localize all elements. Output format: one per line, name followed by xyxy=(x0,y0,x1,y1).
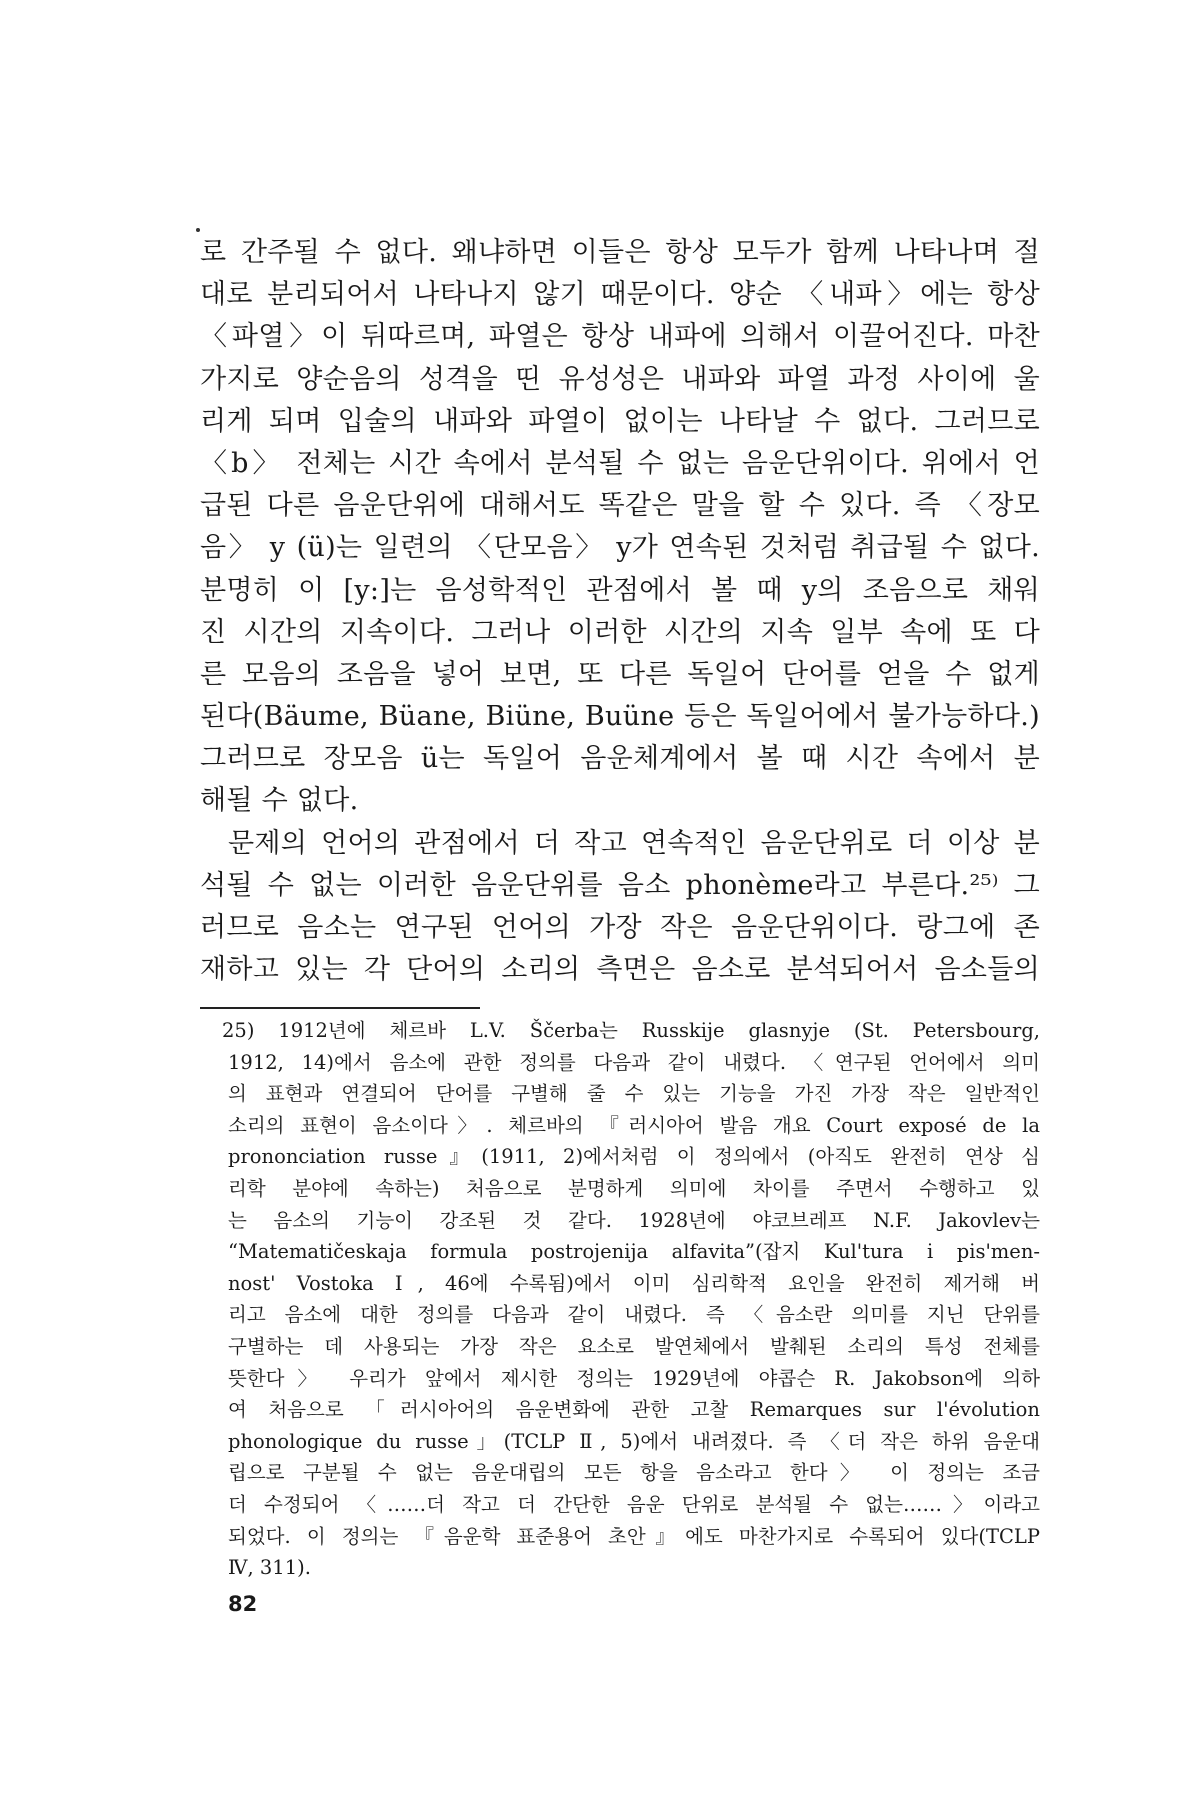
page-number: 82 xyxy=(228,1592,258,1616)
body-line: 진 시간의 지속이다. 그러나 이러한 시간의 지속 일부 속에 또 다 xyxy=(200,616,1040,648)
footnote-line: nost' Vostoka Ⅰ, 46에 수록됨)에서 이미 심리학적 요인을 완전히 제거해 버 xyxy=(228,1271,1040,1295)
footnote-line: phonologique du russe」(TCLP Ⅱ, 5)에서 내려졌다. 즉 〈더 작은 하위 음운대 xyxy=(228,1429,1040,1453)
footnote-line: 의 표현과 연결되어 단어를 구별해 줄 수 있는 기능을 가진 가장 작은 일반적인 xyxy=(228,1082,1040,1106)
body-line: 러므로 음소는 연구된 언어의 가장 작은 음운단위이다. 랑그에 존 xyxy=(200,912,1040,943)
footnote-line: 1912, 14)에서 음소에 관한 정의를 다음과 같이 내렸다. 〈연구된 언어에서 의미 xyxy=(228,1050,1040,1074)
footnote-line: Ⅳ, 311). xyxy=(228,1556,311,1580)
footnote-line: 25) 1912년에 체르바 L.V. Ščerba는 Russkije glasnyje (St. Petersbourg, xyxy=(222,1019,1040,1042)
footnote-line: 리고 음소에 대한 정의를 다음과 같이 내렸다. 즉 〈음소란 의미를 지닌 단위를 xyxy=(228,1303,1040,1327)
body-line: 가지로 양순음의 성격을 띤 유성성은 내파와 파열 과정 사이에 울 xyxy=(200,363,1040,395)
body-line: 대로 분리되어서 나타나지 않기 때문이다. 양순 〈내파〉에는 항상 xyxy=(200,279,1040,311)
body-line: 된다(Bäume, Büane, Biüne, Buüne 등은 독일어에서 불가능하다.) xyxy=(200,701,1040,733)
footnote-line: 여 처음으로 「러시아어의 음운변화에 관한 고찰 Remarques sur l'évolution xyxy=(228,1398,1040,1422)
body-line: 해될 수 없다. xyxy=(200,785,359,817)
footnote-line: prononciation russe』(1911, 2)에서처럼 이 정의에서 (아직도 완전히 연상 심 xyxy=(228,1145,1040,1169)
body-line: 리게 되며 입술의 내파와 파열이 없이는 나타날 수 없다. 그러므로 xyxy=(200,405,1040,437)
body-text xyxy=(200,232,1040,991)
body-line: 급된 다른 음운단위에 대해서도 똑같은 말을 할 수 있다. 즉 〈장모 xyxy=(200,490,1040,522)
body-line-paragraph-start: 문제의 언어의 관점에서 더 작고 연속적인 음운단위로 더 이상 분 xyxy=(228,827,1040,859)
body-line: 〈파열〉이 뒤따르며, 파열은 항상 내파에 의해서 이끌어진다. 마찬 xyxy=(200,321,1040,353)
footnote-line: 리학 분야에 속하는) 처음으로 분명하게 의미에 차이를 주면서 수행하고 있 xyxy=(228,1176,1040,1200)
body-line: 른 모음의 조음을 넣어 보면, 또 다른 독일어 단어를 얻을 수 없게 xyxy=(200,658,1040,690)
footnote-line: 는 음소의 기능이 강조된 것 같다. 1928년에 야코브레프 N.F. Jakovlev는 xyxy=(228,1208,1040,1232)
footnote-divider xyxy=(200,1007,480,1009)
body-line: 로 간주될 수 없다. 왜냐하면 이들은 항상 모두가 함께 나타나며 절 xyxy=(200,237,1040,268)
footnote-line: 구별하는 데 사용되는 가장 작은 요소로 발연체에서 발췌된 소리의 특성 전체를 xyxy=(228,1334,1040,1358)
body-line: 〈b〉 전체는 시간 속에서 분석될 수 없는 음운단위이다. 위에서 언 xyxy=(200,447,1040,479)
body-line: 음〉 y (ü)는 일련의 〈단모음〉 y가 연속된 것처럼 취급될 수 없다. xyxy=(200,532,1040,564)
body-line: 석될 수 없는 이러한 음운단위를 음소 phonème라고 부른다.²⁵⁾ 그 xyxy=(200,869,1040,901)
footnote-line: 되었다. 이 정의는 『음운학 표준용어 초안』에도 마찬가지로 수록되어 있다(TCLP xyxy=(228,1524,1040,1548)
body-line: 그러므로 장모음 ü는 독일어 음운체계에서 볼 때 시간 속에서 분 xyxy=(200,743,1040,775)
footnote-25 xyxy=(222,1015,1040,1584)
footnote-line: “Matematičeskaja formula postrojenija alfavita”(잡지 Kul'tura i pis'men- xyxy=(228,1240,1040,1264)
body-line: 재하고 있는 각 단어의 소리의 측면은 음소로 분석되어서 음소들의 xyxy=(200,954,1040,986)
body-line: 분명히 이 [y:]는 음성학적인 관점에서 볼 때 y의 조음으로 채워 xyxy=(200,574,1040,606)
footnote-line: 소리의 표현이 음소이다〉. 체르바의 『러시아어 발음 개요 Court exposé de la xyxy=(228,1113,1040,1137)
footnote-line: 뜻한다〉 우리가 앞에서 제시한 정의는 1929년에 야콥슨 R. Jakobson에 의하 xyxy=(228,1366,1040,1390)
footnote-line: 립으로 구분될 수 없는 음운대립의 모든 항을 음소라고 한다〉 이 정의는 조금 xyxy=(228,1461,1040,1485)
footnote-line: 더 수정되어 〈……더 작고 더 간단한 음운 단위로 분석될 수 없는……〉이라고 xyxy=(228,1492,1040,1516)
